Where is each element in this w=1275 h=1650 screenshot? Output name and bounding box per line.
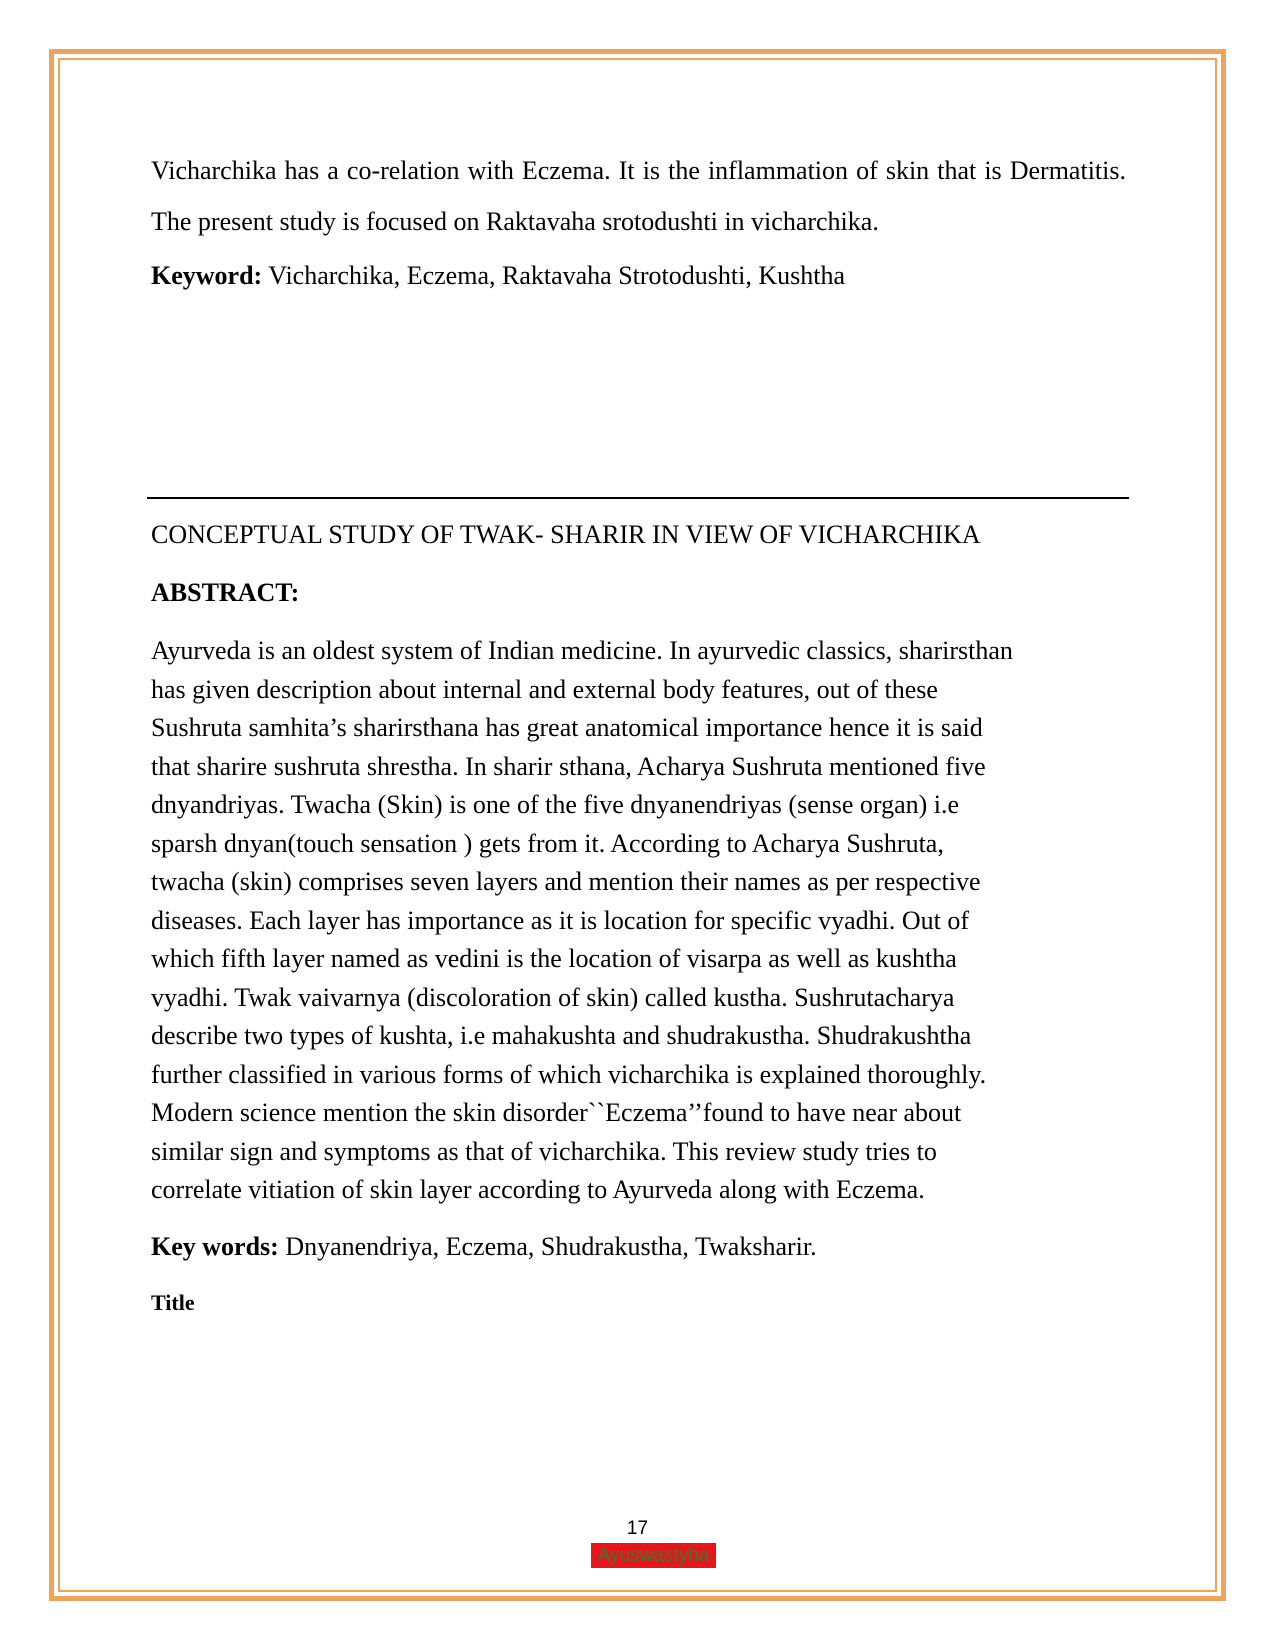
abstract-line: Modern science mention the skin disorder``Eczema’’found to have near about [151, 1098, 962, 1127]
intro-section [151, 145, 1126, 293]
journal-badge: Ayuswastyha [591, 1543, 716, 1568]
page-number: 17 [626, 1518, 649, 1539]
abstract-line: that sharire sushruta shrestha. In sharir sthana, Acharya Sushruta mentioned five [151, 751, 986, 781]
section-divider [147, 497, 1129, 499]
keyword-values: Vicharchika, Eczema, Raktavaha Strotodushti, Kushtha [262, 261, 845, 290]
abstract-line: describe two types of kushta, i.e mahakushta and shudrakustha. Shudrakushtha [151, 1021, 972, 1050]
abstract-line: vyadhi. Twak vaivarnya (discoloration of skin) called kustha. Sushrutacharya [151, 982, 955, 1012]
abstract-line: Ayurveda is an oldest system of Indian medicine. In ayurvedic classics, sharirsthan [151, 636, 1013, 665]
abstract-line: correlate vitiation of skin layer according to Ayurveda along with Eczema. [151, 1175, 925, 1204]
abstract-line: which fifth layer named as vedini is the location of visarpa as well as kushtha [151, 944, 957, 973]
abstract-line: further classified in various forms of which vicharchika is explained thoroughly. [151, 1059, 987, 1089]
abstract-line: Sushruta samhita’s sharirsthana has great anatomical importance hence it is said [151, 713, 983, 742]
keywords-values: Dnyanendriya, Eczema, Shudrakustha, Twaksharir. [278, 1231, 817, 1261]
abstract-line: similar sign and symptoms as that of vicharchika. This review study tries to [151, 1136, 937, 1166]
article-section [151, 518, 1126, 1318]
article-title: CONCEPTUAL STUDY OF TWAK- SHARIR IN VIEW OF VICHARCHIKA [151, 520, 981, 549]
abstract-body [151, 632, 1126, 1210]
abstract-heading: ABSTRACT: [151, 578, 300, 607]
keywords-line [151, 1230, 1126, 1264]
title-label: Title [151, 1289, 195, 1315]
keyword-line [151, 259, 1126, 293]
abstract-line: dnyandriyas. Twacha (Skin) is one of the five dnyanendriyas (sense organ) i.e [151, 790, 960, 819]
keywords-label: Key words: [151, 1231, 279, 1261]
abstract-line: has given description about internal and external body features, out of these [151, 674, 938, 704]
abstract-line: sparsh dnyan(touch sensation ) gets from it. According to Acharya Sushruta, [151, 828, 944, 858]
keyword-label: Keyword: [151, 261, 263, 290]
abstract-line: diseases. Each layer has importance as it is location for specific vyadhi. Out of [151, 905, 970, 935]
abstract-line: twacha (skin) comprises seven layers and mention their names as per respective [151, 867, 981, 896]
intro-paragraph: Vicharchika has a co-relation with Eczema. It is the inflammation of skin that is Dermatitis. The present study is focused on Raktavaha srotodushti in vicharchika. [151, 156, 1126, 236]
